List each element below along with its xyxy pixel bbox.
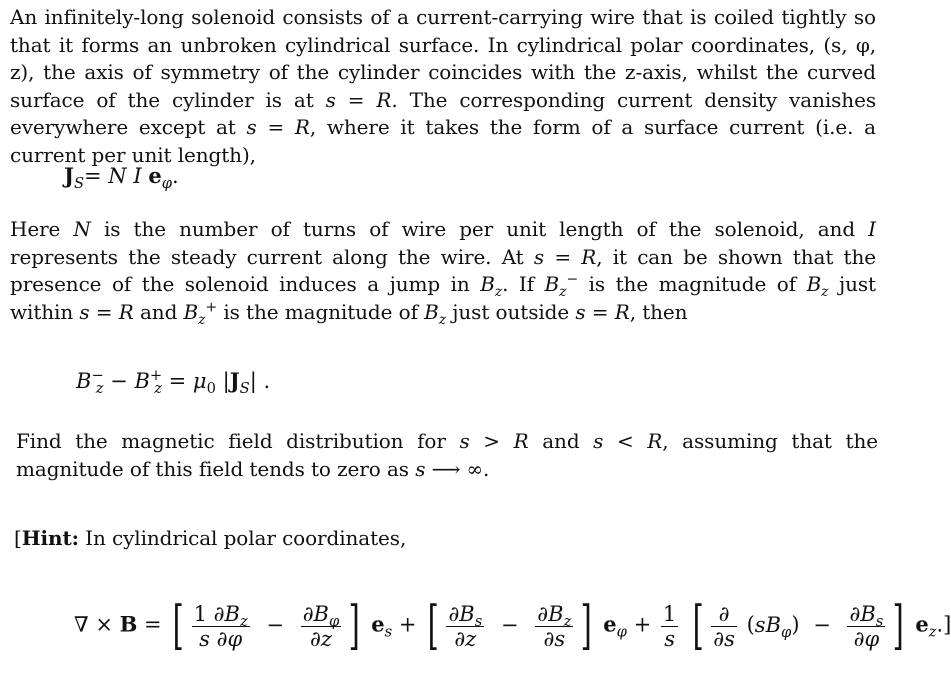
question-paragraph: Find the magnetic field distribution for s > R and s < R, assuming that the magnitude of this field tends to zero as s ⟶ ∞. [16,429,878,481]
intro-paragraph: An infinitely-long solenoid consists of a current-carrying wire that is coiled tightly so that it forms an unbroken cylindrical surface. In cylindrical polar coordinates, (s, φ, z), the axis of symmetry of the cylinder coincides with the z-axis, whilst the curved surface of the cylinder is at s = R. The corresponding current density vanishes everywhere except at s = R, where it takes the form of a surface current (i.e. a current per unit length), [10,5,876,167]
field-jump-equation: $B^-_z - B^+_z = \mu_0$ $|J_S|$ . [76,367,271,398]
hint-label: Hint: [21,526,79,550]
hint-text: In cylindrical polar coordinates, [85,526,407,550]
hint-paragraph: [Hint: In cylindrical polar coordinates, [14,526,407,550]
jump-condition-paragraph: Here N is the number of turns of wire per unit length of the solenoid, and I represents the steady current along the wire. At s = R, it can be shown that the presence of the solenoid induces a jump in $B_z$. If $B_z^-$ is the magnitude of $B_z$ just within s = R and $B_z^+$ is the magnitude of $B_z$ just outside s = R, then [10,217,876,328]
surface-current-equation: $J_S= N$ I $e_\varphi$. [64,163,179,193]
curl-equation: ∇ × B = [ $\frac{1 \partial B_z}{s \partial\varphi}$ − $\frac{\partial B_\varphi}{\partial z}$ ] $e_s$ + [ $\frac{\partial B_s}{\partial z}$ − $\frac{\partial B_z}{\partial s}$ ] $e_\varphi$ + $\frac{1}{s}$ [ $\frac{\partial}{\partial s}$ $(sB_\varphi)$ − $\frac{\partial B_s}{\partial\varphi}$ ] $e_z$.] [74,596,951,656]
